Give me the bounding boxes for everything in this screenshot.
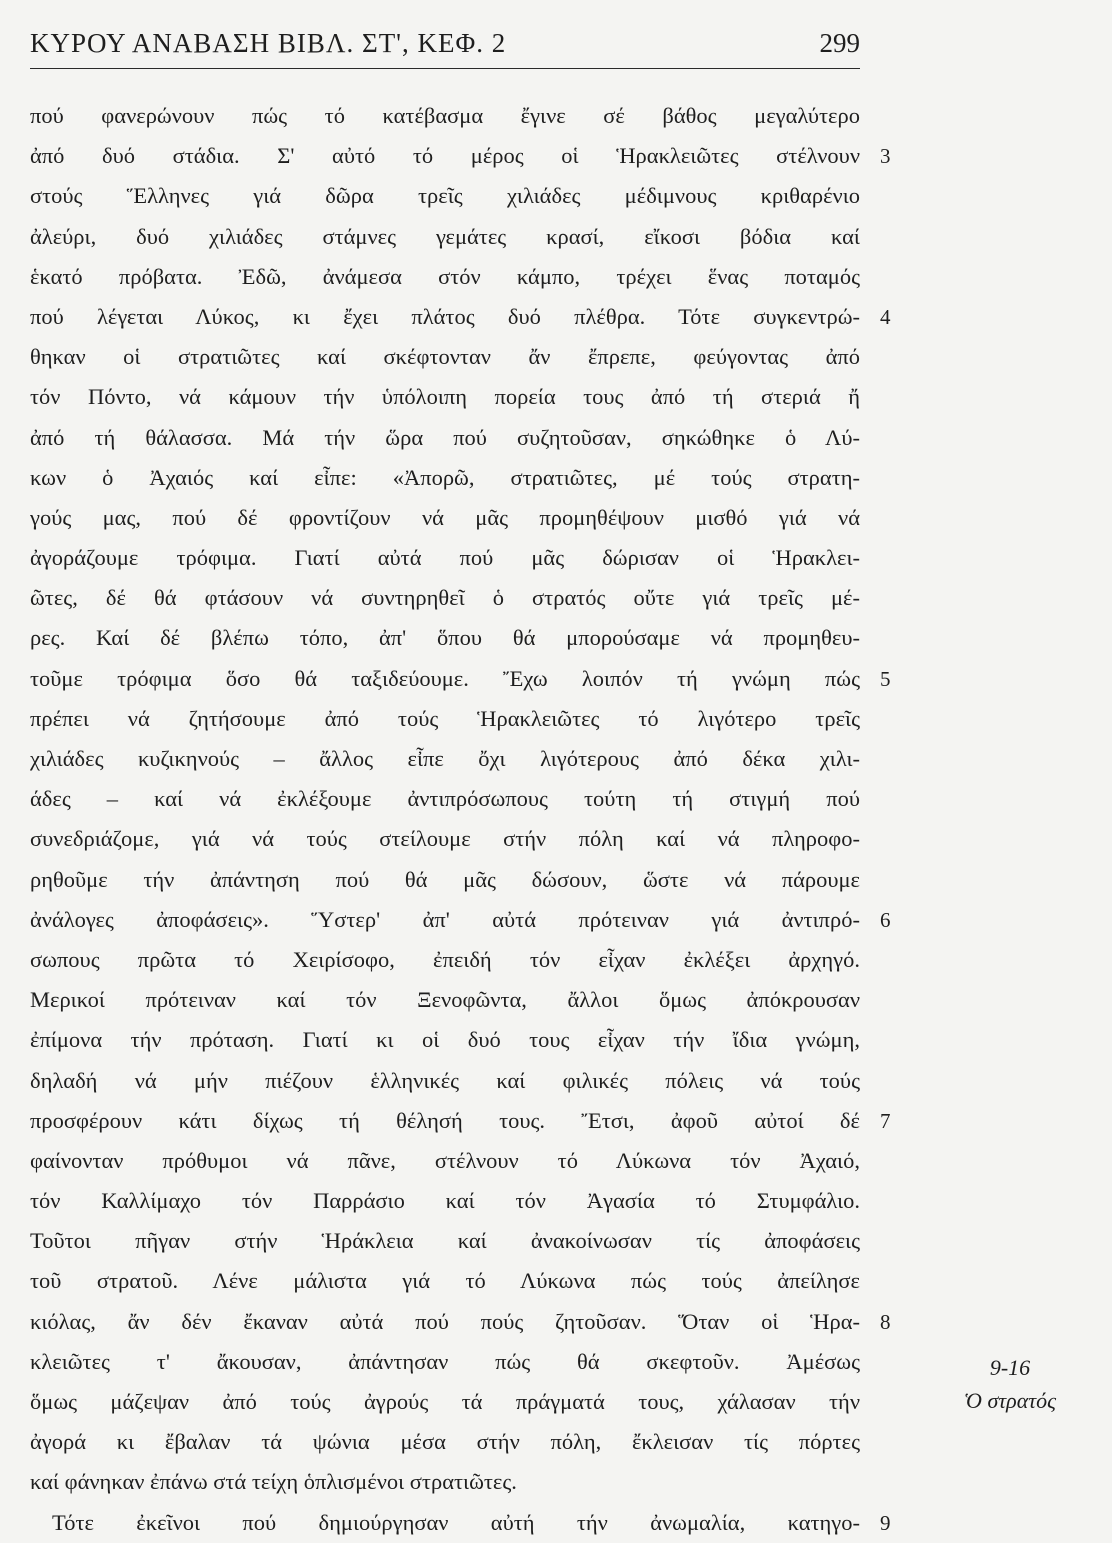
text-line: ἀγοράζουμε τρόφιμα. Γιατί αὐτά πού μᾶς δώρισαν οἱ Ἡρακλει- [30, 545, 860, 571]
text-line: κλειῶτες τ' ἄκουσαν, ἀπάντησαν πώς θά σκεφτοῦν. Ἀμέσως [30, 1348, 860, 1374]
text-line: σωπους πρῶτα τό Χειρίσοφο, ἐπειδή τόν εἶχαν ἐκλέξει ἀρχηγό. [30, 946, 860, 972]
page-number: 299 [819, 28, 860, 58]
text-line: Τοῦτοι πῆγαν στήν Ἡράκλεια καί ἀνακοίνωσαν τίς ἀποφάσεις [30, 1228, 860, 1254]
text-line: ἀλεύρι, δυό χιλιάδες στάμνες γεμάτες κρασί, εἴκοσι βόδια καί [30, 223, 860, 249]
text-line: συνεδριάζομε, γιά νά τούς στείλουμε στήν πόλη καί νά πληροφο- [30, 826, 860, 852]
text-line: ρηθοῦμε τήν ἀπάντηση πού θά μᾶς δώσουν, ὥστε νά πάρουμε [30, 866, 860, 892]
text-line: ἀπό τή θάλασσα. Μά τήν ὥρα πού συζητοῦσαν, σηκώθηκε ὁ Λύ- [30, 424, 860, 450]
text-line: Μερικοί πρότειναν καί τόν Ξενοφῶντα, ἄλλοι ὅμως ἀπόκρουσαν [30, 987, 860, 1013]
text-line: θηκαν οἱ στρατιῶτες καί σκέφτονταν ἄν ἔπρεπε, φεύγοντας ἀπό [30, 344, 860, 370]
text-line: τόν Πόντο, νά κάμουν τήν ὑπόλοιπη πορεία τους ἀπό τή στεριά ἤ [30, 384, 860, 410]
text-line: κιόλας, ἄν δέν ἔκαναν αὐτά πού πούς ζητοῦσαν. Ὅταν οἱ Ἡρα- [30, 1308, 860, 1334]
text-line: κων ὁ Ἀχαιός καί εἶπε: «Ἀπορῶ, στρατιῶτες, μέ τούς στρατη- [30, 464, 860, 490]
text-line: ρες. Καί δέ βλέπω τόπο, ἀπ' ὅπου θά μπορούσαμε νά προμηθευ- [30, 625, 860, 651]
running-title: ΚΥΡΟΥ ΑΝΑΒΑΣΗ ΒΙΒΛ. ΣΤ', ΚΕΦ. 2 [30, 28, 507, 58]
section-number: 9 [880, 1511, 891, 1535]
text-line: ἀνάλογες ἀποφάσεις». Ὕστερ' ἀπ' αὐτά πρότειναν γιά ἀντιπρό- [30, 906, 860, 932]
text-line: ὅμως μάζεψαν ἀπό τούς ἀγρούς τά πράγματά τους, χάλασαν τήν [30, 1389, 860, 1414]
text-line: τοῦ στρατοῦ. Λένε μάλιστα γιά τό Λύκωνα πώς τούς ἀπείλησε [30, 1268, 860, 1294]
text-line: άδες – καί νά ἐκλέξουμε ἀντιπρόσωπους τούτη τή στιγμή πού [30, 786, 860, 812]
text-line: πού λέγεται Λύκος, κι ἔχει πλάτος δυό πλέθρα. Τότε συγκεντρώ- [30, 303, 860, 329]
text-line: τοῦμε τρόφιμα ὅσο θά ταξιδεύουμε. Ἔχω λοιπόν τή γνώμη πώς [30, 665, 860, 691]
section-number: 4 [880, 305, 891, 329]
text-line: στούς Ἕλληνες γιά δῶρα τρεῖς χιλιάδες μέδιμνους κριθαρένιο [30, 183, 860, 209]
text-line: ἀπό δυό στάδια. Σ' αὐτό τό μέρος οἱ Ἡρακλειῶτες στέλνουν [30, 143, 860, 169]
text-line: ἐπίμονα τήν πρόταση. Γιατί κι οἱ δυό τους εἶχαν τήν ἴδια γνώμη, [30, 1027, 860, 1053]
text-line: ἑκατό πρόβατα. Ἐδῶ, ἀνάμεσα στόν κάμπο, τρέχει ἕνας ποταμός [30, 263, 860, 289]
text-line: δηλαδή νά μήν πιέζουν ἑλληνικές καί φιλικές πόλεις νά τούς [30, 1067, 860, 1093]
text-line: γούς μας, πού δέ φροντίζουν νά μᾶς προμηθέψουν μισθό γιά νά [30, 504, 860, 530]
text-line: χιλιάδες κυζικηνούς – ἄλλος εἶπε ὄχι λιγότερους ἀπό δέκα χιλι- [30, 746, 860, 771]
text-line: ῶτες, δέ θά φτάσουν νά συντηρηθεῖ ὁ στρατός οὔτε γιά τρεῖς μέ- [30, 585, 860, 611]
margin-note-range: 9-16 [989, 1355, 1031, 1380]
section-number: 7 [880, 1109, 891, 1133]
running-head [30, 20, 860, 64]
header-rule [30, 68, 860, 69]
section-number: 3 [880, 144, 891, 169]
text-line: πού φανερώνουν πώς τό κατέβασμα ἔγινε σέ βάθος μεγαλύτερο [30, 103, 860, 128]
text-line: Τότε ἐκεῖνοι πού δημιούργησαν αὐτή τήν ἀνωμαλία, κατηγο- [52, 1509, 860, 1535]
text-line: πρέπει νά ζητήσουμε ἀπό τούς Ἡρακλειῶτες τό λιγότερο τρεῖς [30, 705, 860, 731]
text-line: φαίνονταν πρόθυμοι νά πᾶνε, στέλνουν τό Λύκωνα τόν Ἀχαιό, [30, 1147, 860, 1173]
margin-note [930, 1353, 1090, 1419]
margin-note-caption: Ὁ στρατός [963, 1388, 1057, 1413]
text-line: ἀγορά κι ἔβαλαν τά ψώνια μέσα στήν πόλη, ἔκλεισαν τίς πόρτες [30, 1429, 860, 1455]
section-number: 8 [880, 1310, 891, 1334]
text-line: προσφέρουν κάτι δίχως τή θέλησή τους. Ἔτσι, ἀφοῦ αὐτοί δέ [30, 1107, 860, 1133]
section-number: 5 [880, 666, 891, 691]
text-line: τόν Καλλίμαχο τόν Παρράσιο καί τόν Ἀγασία τό Στυμφάλιο. [30, 1188, 860, 1214]
section-number: 6 [880, 908, 891, 932]
text-line: καί φάνηκαν ἐπάνω στά τείχη ὁπλισμένοι στρατιῶτες. [30, 1469, 517, 1495]
body-text [30, 96, 860, 1543]
